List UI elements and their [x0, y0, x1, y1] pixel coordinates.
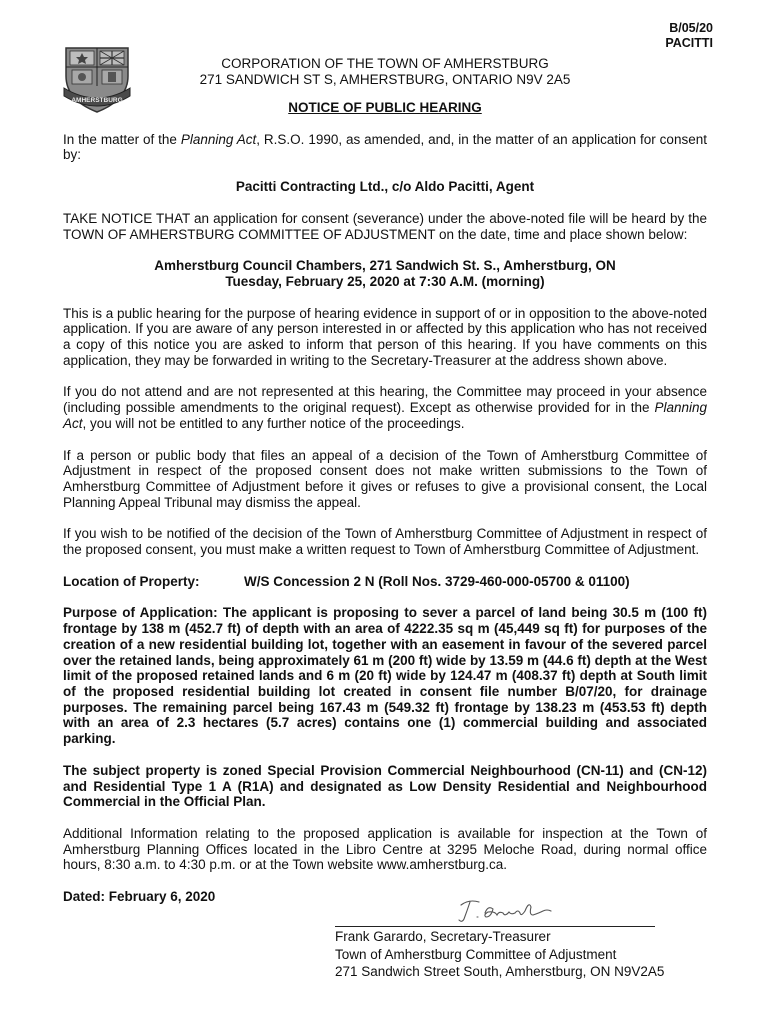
location-of-property: [63, 574, 707, 590]
purpose-text: The applicant is proposing to sever a parcel of land being 30.5 m (100 ft) frontage by 138 m (452.7 ft) of depth with an area of 4222.35 sq m (45,449 sq ft) for purposes of the creation of a new residential building lot, together with an easement in favour of the severed parcel over the retained lands, being approximately 61 m (200 ft) wide by 13.59 m (44.6 ft) depth at the West limit of the proposed retained lands and 6 m (20 ft) wide by 124.47 m (408.37 ft) depth at South limit of the proposed residential building lot created in consent file number B/07/20, for drainage purposes. The remaining parcel being 167.43 m (549.32 ft) frontage by 138.23 m (453.53 ft) depth with an area of 2.3 hectares (5.7 acres) contains one (1) commercial building and associated parking.: [63, 605, 708, 747]
not-attend-act: Planning Act: [63, 400, 707, 431]
signatory-address: 271 Sandwich Street South, Amherstburg, ON N9V2A5: [335, 964, 665, 979]
intro-act: Planning Act: [180, 131, 257, 147]
signature-block: [335, 898, 715, 980]
zoning-paragraph: The subject property is zoned Special Provision Commercial Neighbourhood (CN-11) and (CN-12) and Residential Type 1 A (R1A) and designated as Low Density Residential and Neighbourhood Commercial in the Official Plan.: [63, 762, 707, 810]
notified-paragraph: If you wish to be notified of the decision of the Town of Amherstburg Committee of Adjustment in respect of the proposed consent, you must make a written request to Town of Amherstburg Committee of Adjustment.: [63, 526, 707, 558]
notice-title: NOTICE OF PUBLIC HEARING: [288, 100, 482, 115]
intro-text: In the matter of the: [63, 131, 181, 147]
not-attend-text: If you do not attend and are not represented at this hearing, the Committee may proceed in your absence (including possible amendments to the original request). Except as otherwise provided for in the: [63, 384, 707, 416]
file-reference: [665, 21, 713, 51]
not-attend-paragraph: [63, 384, 707, 431]
intro-text-end: , R.S.O. 1990, as amended, and, in the matter of an application for consent by:: [63, 131, 707, 163]
signatory-name-title: Frank Garardo, Secretary-Treasurer: [335, 929, 551, 944]
purpose-paragraph: [63, 605, 707, 746]
location-label: Location of Property:: [63, 573, 200, 589]
corporation-address: 271 SANDWICH ST S, AMHERSTBURG, ONTARIO N9V 2A5: [199, 72, 571, 87]
file-name: PACITTI: [665, 36, 713, 50]
hearing-venue: [63, 258, 707, 289]
appeal-paragraph: If a person or public body that files an appeal of a decision of the Town of Amherstburg Committee of Adjustment in respect of the proposed consent does not make written submissions to the Town of Amherstburg Committee of Adjustment before it gives or refuses to give a provisional consent, the Local Planning Appeal Tribunal may dismiss the appeal.: [63, 447, 707, 510]
dated-line: Dated: February 6, 2020: [63, 889, 216, 905]
take-notice-paragraph: TAKE NOTICE THAT an application for consent (severance) under the above-noted file will be heard by the TOWN OF AMHERSTBURG COMMITTEE OF ADJUSTMENT on the date, time and place shown below:: [63, 210, 707, 242]
not-attend-text-end: , you will not be entitled to any further notice of the proceedings.: [82, 415, 465, 431]
file-number: B/05/20: [669, 21, 713, 35]
location-value: W/S Concession 2 N (Roll Nos. 3729-460-000-05700 & 01100): [244, 573, 630, 589]
public-hearing-paragraph: This is a public hearing for the purpose of hearing evidence in support of or in opposition to the above-noted application. If you are aware of any person interested in or affected by this application who has not received a copy of this notice you are asked to inform that person of this hearing. If you have comments on this application, they may be forwarded in writing to the Secretary-Treasurer at the address shown above.: [63, 305, 707, 368]
corporation-name: CORPORATION OF THE TOWN OF AMHERSTBURG: [221, 56, 549, 71]
crest-lettering: AMHERSTBURG: [71, 97, 123, 104]
intro-paragraph: [63, 132, 707, 163]
signature-line: [335, 926, 655, 927]
venue-datetime: Tuesday, February 25, 2020 at 7:30 A.M. (morning): [225, 273, 545, 289]
signatory-organization: Town of Amherstburg Committee of Adjustment: [335, 946, 617, 962]
notice-body: [63, 100, 707, 921]
venue-place: Amherstburg Council Chambers, 271 Sandwich St. S., Amherstburg, ON: [154, 258, 616, 274]
purpose-label: Purpose of Application:: [63, 605, 218, 621]
applicant-name: Pacitti Contracting Ltd., c/o Aldo Pacitti, Agent: [235, 179, 535, 195]
additional-info-paragraph: Additional Information relating to the proposed application is available for inspection at the Town of Amherstburg Planning Offices located in the Libro Centre at 3295 Meloche Road, during normal office hours, 8:30 a.m. to 4:30 p.m. or at the Town website www.amherstburg.ca.: [63, 825, 707, 873]
